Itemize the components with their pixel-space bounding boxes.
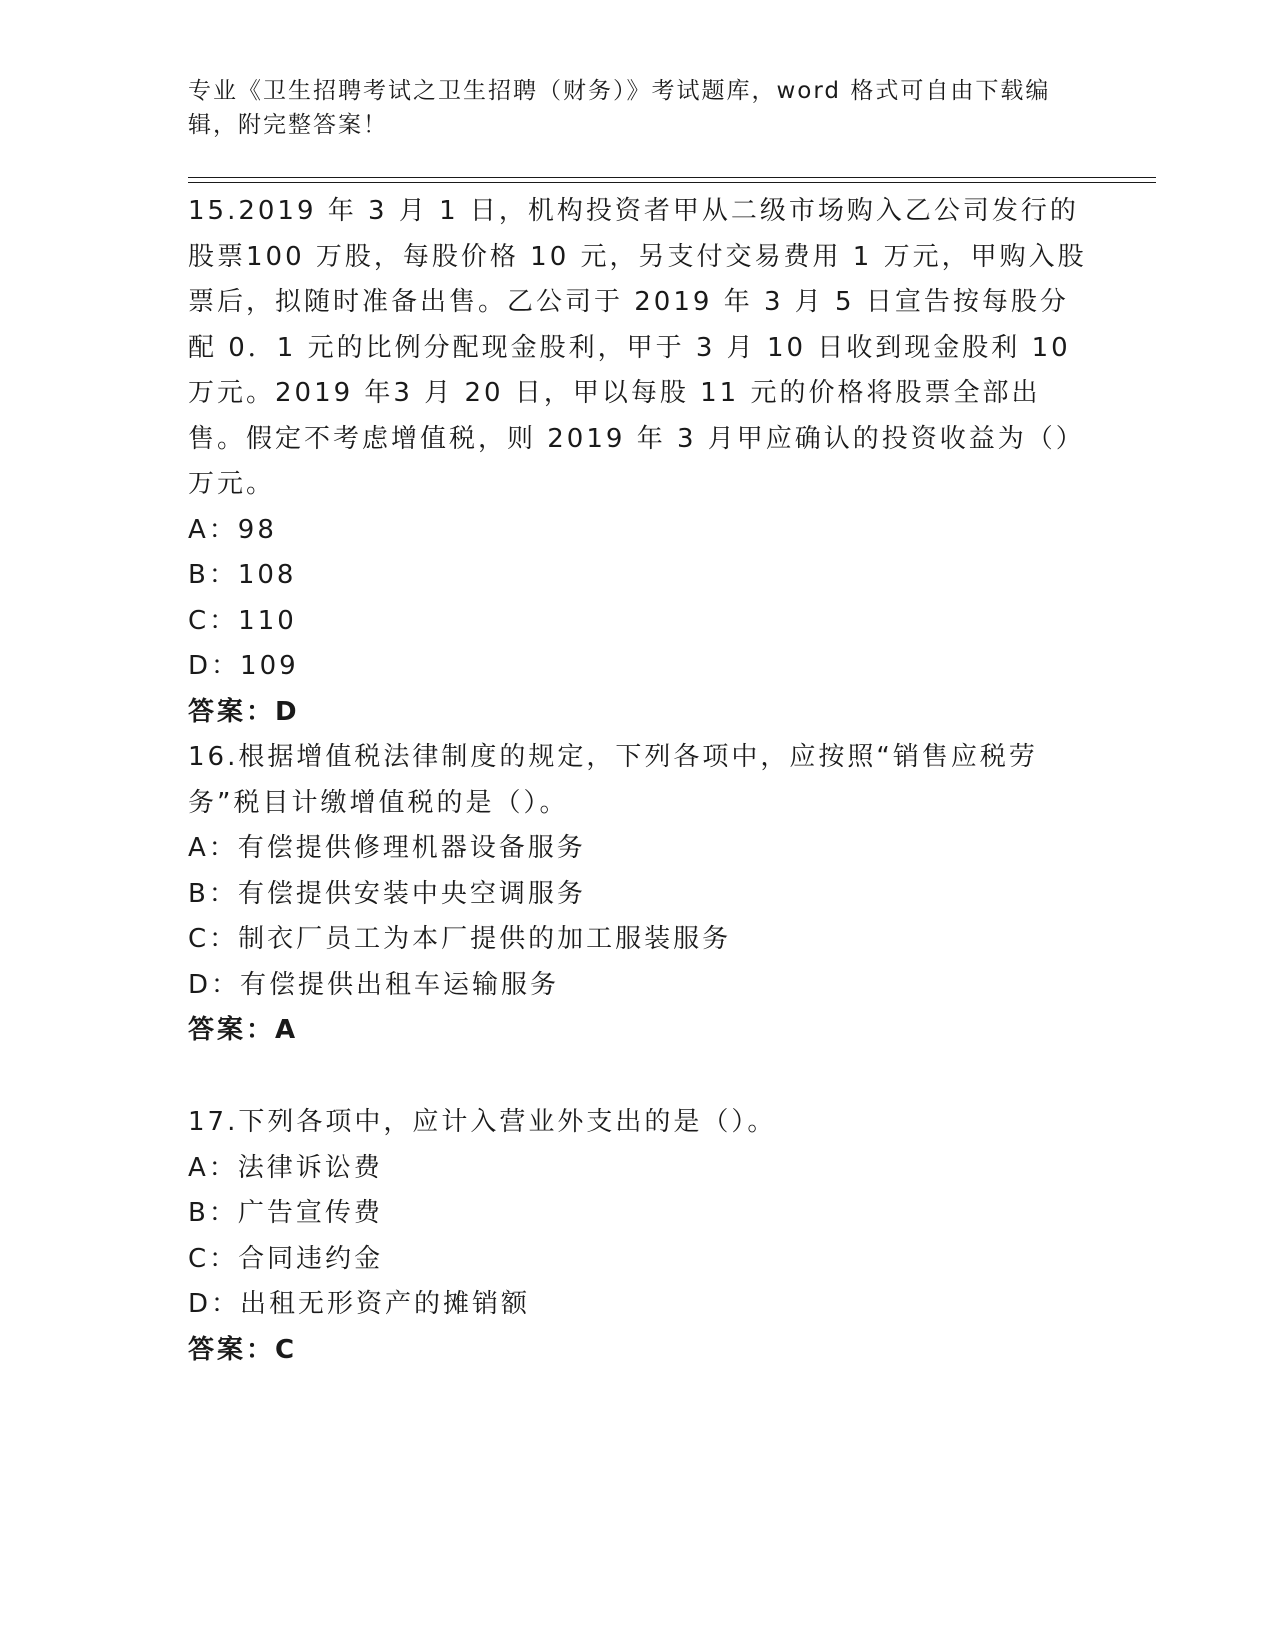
header-rule-bottom — [188, 182, 1156, 183]
option-b: B：广告宣传费 — [188, 1198, 383, 1228]
header-rule-top — [188, 177, 1156, 178]
question-15 — [188, 189, 1088, 735]
question-17 — [188, 1100, 1088, 1373]
option-c: C：110 — [188, 605, 297, 636]
option-d: D：出租无形资产的摊销额 — [188, 1289, 531, 1319]
option-a: A：98 — [188, 514, 277, 545]
question-16 — [188, 735, 1088, 1054]
document-header: 专业《卫生招聘考试之卫生招聘（财务）》考试题库，word 格式可自由下载编辑，附完整答案！ — [188, 78, 1051, 138]
option-b: B：108 — [188, 560, 297, 590]
option-b: B：有偿提供安装中央空调服务 — [188, 878, 586, 909]
option-d: D：109 — [188, 651, 299, 681]
question-stem: 17.下列各项中，应计入营业外支出的是（）。 — [188, 1107, 777, 1137]
question-stem: 15.2019 年 3 月 1 日，机构投资者甲从二级市场购入乙公司发行的股票100 万股，每股价格 10 元，另支付交易费用 1 万元，甲购入股票后，拟随时准备出售。乙公司于 2019 年 3 月 5 日宣告按每股分配 0．1 元的比例分配现金股利，甲于 3 月 10 日收到现金股利 10 万元。2019 年3 月 20 日，甲以每股 11 元的价格将股票全部出售。假定不考虑增值税，则 2019 年 3 月甲应确认的投资收益为（）万元。 — [188, 196, 1087, 499]
option-a: A：法律诉讼费 — [188, 1152, 383, 1183]
answer: 答案：A — [188, 1015, 299, 1045]
question-stem: 16.根据增值税法律制度的规定，下列各项中，应按照“销售应税劳务”税目计缴增值税的是（）。 — [188, 742, 1038, 818]
answer: 答案：C — [188, 1334, 298, 1365]
answer: 答案：D — [188, 696, 300, 727]
option-a: A：有偿提供修理机器设备服务 — [188, 833, 586, 863]
option-c: C：制衣厂员工为本厂提供的加工服装服务 — [188, 924, 732, 954]
option-d: D：有偿提供出租车运输服务 — [188, 969, 560, 1000]
option-c: C：合同违约金 — [188, 1243, 384, 1274]
